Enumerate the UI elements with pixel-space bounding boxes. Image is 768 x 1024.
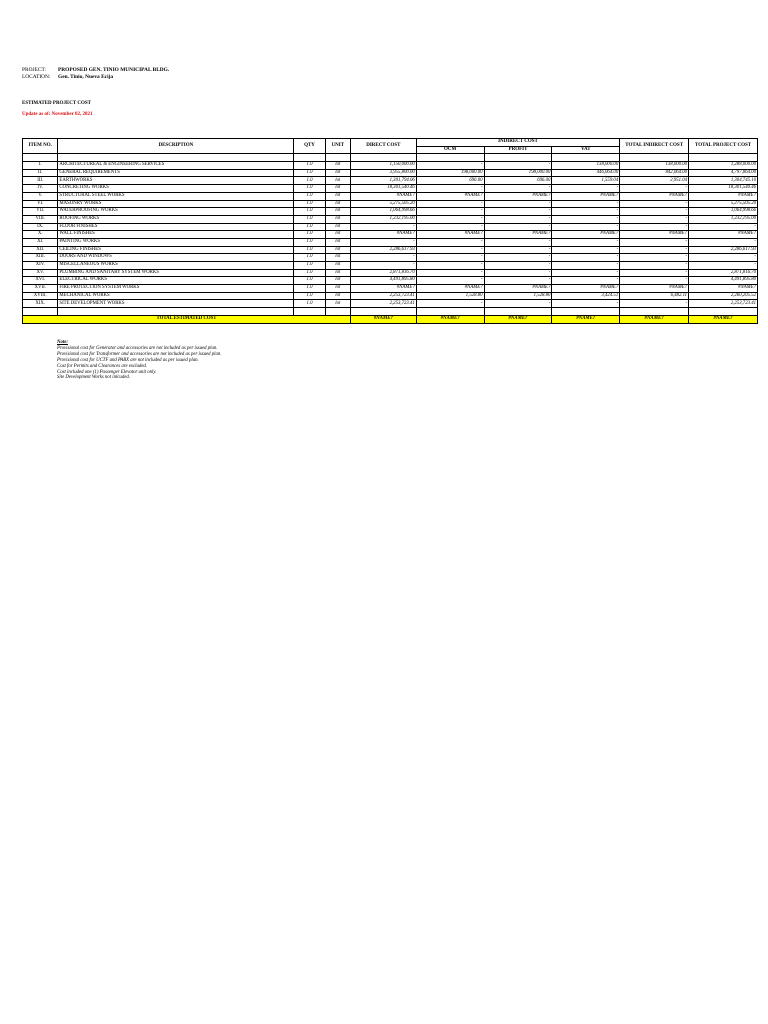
qty-cell: 1.0 xyxy=(294,169,325,177)
total-indirect-cell: - xyxy=(620,269,689,277)
table-row xyxy=(23,208,758,216)
total-ocm-cell: #NAME? xyxy=(416,315,484,323)
item-no-cell: IX. xyxy=(23,223,58,231)
description-cell: WATERPROOFING WORKS xyxy=(58,208,294,216)
ocm-cell: 198,000.00 xyxy=(416,169,484,177)
ocm-cell: - xyxy=(416,162,484,170)
update-date: Update as of: November 02, 2021 xyxy=(22,112,93,117)
direct-cost-cell: 2,253,723.41 xyxy=(350,292,416,300)
total-project-cell: 1,304,745.10 xyxy=(689,177,758,185)
direct-cost-cell: 18,301,540.46 xyxy=(350,185,416,193)
profit-cell: - xyxy=(484,269,552,277)
ocm-cell: - xyxy=(416,277,484,285)
empty-cell xyxy=(58,154,294,162)
empty-cell xyxy=(416,308,484,316)
item-no-cell: VIII. xyxy=(23,215,58,223)
profit-cell: - xyxy=(484,277,552,285)
table-row xyxy=(23,162,758,170)
empty-cell xyxy=(58,308,294,316)
project-name: PROPOSED GEN. TINIO MUNICIPAL BLDG. xyxy=(58,67,170,73)
unit-cell: lot xyxy=(325,223,350,231)
qty-cell: 1.0 xyxy=(294,277,325,285)
vat-cell: #NAME? xyxy=(552,192,620,200)
vat-cell: - xyxy=(552,200,620,208)
description-cell: PLUMBING AND SANITARY SYSTEM WORKS xyxy=(58,269,294,277)
description-cell: FIRE PROTECTION SYSTEM WORKS xyxy=(58,285,294,293)
description-cell: ROOFING WORKS xyxy=(58,215,294,223)
table-row xyxy=(23,285,758,293)
qty-cell: 1.0 xyxy=(294,246,325,254)
total-project-cell: 4,491,895.80 xyxy=(689,277,758,285)
total-indirect-cell: 2,951.04 xyxy=(620,177,689,185)
total-indirect-cell: - xyxy=(620,238,689,246)
item-no-cell: XIII. xyxy=(23,254,58,262)
direct-cost-cell: 1,232,195.00 xyxy=(350,215,416,223)
profit-cell: - xyxy=(484,208,552,216)
direct-cost-cell: - xyxy=(350,238,416,246)
qty-cell: 1.0 xyxy=(294,208,325,216)
qty-cell: 1.0 xyxy=(294,300,325,308)
unit-cell: lot xyxy=(325,162,350,170)
item-no-cell: XV. xyxy=(23,269,58,277)
empty-cell xyxy=(689,308,758,316)
item-no-cell: XIX. xyxy=(23,300,58,308)
total-label: TOTAL ESTIMATED COST xyxy=(23,315,351,323)
description-cell: CONCRETING WORKS xyxy=(58,185,294,193)
total-project-cell: 1,064,998.66 xyxy=(689,208,758,216)
empty-cell xyxy=(484,308,552,316)
qty-cell: 1.0 xyxy=(294,177,325,185)
ocm-cell: - xyxy=(416,185,484,193)
total-project-cell: 1,288,000.00 xyxy=(689,162,758,170)
description-cell: STRUCTURAL STEEL WORKS xyxy=(58,192,294,200)
unit-cell: lot xyxy=(325,262,350,270)
direct-cost-cell: #NAME? xyxy=(350,192,416,200)
table-row xyxy=(23,269,758,277)
qty-cell: 1.0 xyxy=(294,215,325,223)
vat-cell: - xyxy=(552,185,620,193)
total-profit-cell: #NAME? xyxy=(484,315,552,323)
blank-row xyxy=(23,308,758,316)
header-total-project: TOTAL PROJECT COST xyxy=(689,139,758,154)
location-label: LOCATION: xyxy=(22,74,51,80)
item-no-cell: XVI. xyxy=(23,277,58,285)
note-line: Provisional cost for UCTF and PABX are not included as per issued plan. xyxy=(57,357,199,363)
table-row xyxy=(23,277,758,285)
profit-cell: - xyxy=(484,300,552,308)
total-direct-cell: #NAME? xyxy=(350,315,416,323)
description-cell: ELECTRICAL WORKS xyxy=(58,277,294,285)
notes-title: Note: xyxy=(57,340,68,345)
profit-cell: - xyxy=(484,238,552,246)
item-no-cell: VII. xyxy=(23,208,58,216)
total-indirect-cell: - xyxy=(620,300,689,308)
total-indirect-cell: 6,482.11 xyxy=(620,292,689,300)
unit-cell: lot xyxy=(325,246,350,254)
item-no-cell: X. xyxy=(23,231,58,239)
table-row xyxy=(23,300,758,308)
unit-cell: lot xyxy=(325,215,350,223)
table-row xyxy=(23,192,758,200)
ocm-cell: 696.00 xyxy=(416,177,484,185)
ocm-cell: - xyxy=(416,215,484,223)
item-no-cell: I. xyxy=(23,162,58,170)
profit-cell: - xyxy=(484,223,552,231)
vat-cell: - xyxy=(552,215,620,223)
description-cell: PAINTING WORKS xyxy=(58,238,294,246)
profit-cell: - xyxy=(484,200,552,208)
qty-cell: 1.0 xyxy=(294,254,325,262)
total-indirect-cell: - xyxy=(620,254,689,262)
direct-cost-cell: 4,491,895.80 xyxy=(350,277,416,285)
qty-cell: 1.0 xyxy=(294,285,325,293)
profit-cell: - xyxy=(484,162,552,170)
empty-cell xyxy=(552,308,620,316)
total-project-cell: - xyxy=(689,262,758,270)
location-line xyxy=(22,74,113,81)
item-no-cell: IV. xyxy=(23,185,58,193)
empty-cell xyxy=(689,154,758,162)
profit-cell: #NAME? xyxy=(484,285,552,293)
description-cell: CEILING FINISHES xyxy=(58,246,294,254)
unit-cell: lot xyxy=(325,292,350,300)
unit-cell: lot xyxy=(325,200,350,208)
note-line: Cost for Permits and Clearances are excluded. xyxy=(57,363,148,369)
profit-cell: #NAME? xyxy=(484,192,552,200)
item-no-cell: XVIII. xyxy=(23,292,58,300)
description-cell: MASONRY WORKS xyxy=(58,200,294,208)
total-project-cell: 2,871,816.70 xyxy=(689,269,758,277)
table-row xyxy=(23,223,758,231)
item-no-cell: VI. xyxy=(23,200,58,208)
description-cell: MISCELLANEOUS WORKS xyxy=(58,262,294,270)
vat-cell: - xyxy=(552,246,620,254)
total-indirect-cell: #NAME? xyxy=(620,285,689,293)
header-ocm: OCM xyxy=(416,146,484,154)
total-indirect-cell: - xyxy=(620,262,689,270)
total-project-cell: 1,232,195.00 xyxy=(689,215,758,223)
vat-cell: #NAME? xyxy=(552,285,620,293)
vat-cell: - xyxy=(552,254,620,262)
empty-cell xyxy=(350,308,416,316)
location-value: Gen. Tinio, Nueva Ecija xyxy=(58,74,114,80)
note-line: Provisional cost for Generator and accessories are not included as per issued plan. xyxy=(57,345,218,351)
header-item-no: ITEM NO. xyxy=(23,139,58,154)
qty-cell: 1.0 xyxy=(294,292,325,300)
description-cell: GENERAL REQUIREMENTS xyxy=(58,169,294,177)
vat-cell: 446,064.00 xyxy=(552,169,620,177)
profit-cell: 696.00 xyxy=(484,177,552,185)
estimate-title: ESTIMATED PROJECT COST xyxy=(22,101,91,106)
ocm-cell: - xyxy=(416,262,484,270)
unit-cell: lot xyxy=(325,192,350,200)
description-cell: EARTHWORKS xyxy=(58,177,294,185)
item-no-cell: XVII. xyxy=(23,285,58,293)
empty-cell xyxy=(552,154,620,162)
unit-cell: lot xyxy=(325,254,350,262)
total-tindirect-cell: #NAME? xyxy=(620,315,689,323)
description-cell: ARCHITECTUREAL & ENGINEERING SERVICES xyxy=(58,162,294,170)
total-tproject-cell: #NAME? xyxy=(689,315,758,323)
table-row xyxy=(23,246,758,254)
total-row xyxy=(23,315,758,323)
ocm-cell: - xyxy=(416,208,484,216)
item-no-cell: XII. xyxy=(23,246,58,254)
total-indirect-cell: - xyxy=(620,277,689,285)
header-total-indirect: TOTAL INDIRECT COST xyxy=(620,139,689,154)
header-vat: VAT xyxy=(552,146,620,154)
direct-cost-cell: #NAME? xyxy=(350,285,416,293)
total-indirect-cell: - xyxy=(620,200,689,208)
ocm-cell: #NAME? xyxy=(416,231,484,239)
profit-cell: 198,000.00 xyxy=(484,169,552,177)
ocm-cell: #NAME? xyxy=(416,285,484,293)
vat-cell: - xyxy=(552,277,620,285)
table-row xyxy=(23,200,758,208)
item-no-cell: III. xyxy=(23,177,58,185)
ocm-cell: #NAME? xyxy=(416,192,484,200)
direct-cost-cell: 3,955,800.00 xyxy=(350,169,416,177)
direct-cost-cell: #NAME? xyxy=(350,231,416,239)
unit-cell: lot xyxy=(325,277,350,285)
total-project-cell: - xyxy=(689,238,758,246)
table-row xyxy=(23,254,758,262)
direct-cost-cell: - xyxy=(350,223,416,231)
vat-cell: 1,559.04 xyxy=(552,177,620,185)
empty-cell xyxy=(294,154,325,162)
total-indirect-cell: - xyxy=(620,246,689,254)
header-unit: UNIT xyxy=(325,139,350,154)
note-line: Site Development Works not inlcuded. xyxy=(57,375,130,381)
unit-cell: lot xyxy=(325,185,350,193)
qty-cell: 1.0 xyxy=(294,269,325,277)
item-no-cell: XIV. xyxy=(23,262,58,270)
vat-cell: - xyxy=(552,238,620,246)
description-cell: WALL FINISHES xyxy=(58,231,294,239)
total-project-cell: 2,253,723.41 xyxy=(689,300,758,308)
total-vat-cell: #NAME? xyxy=(552,315,620,323)
item-no-cell: II. xyxy=(23,169,58,177)
project-label: PROJECT: xyxy=(22,67,46,73)
description-cell: FLOOR FINISHES xyxy=(58,223,294,231)
header-direct-cost: DIRECT COST xyxy=(350,139,416,154)
total-indirect-cell: - xyxy=(620,223,689,231)
total-indirect-cell: - xyxy=(620,215,689,223)
table-row xyxy=(23,292,758,300)
unit-cell: lot xyxy=(325,231,350,239)
profit-cell: - xyxy=(484,215,552,223)
profit-cell: #NAME? xyxy=(484,231,552,239)
qty-cell: 1.0 xyxy=(294,223,325,231)
total-indirect-cell: #NAME? xyxy=(620,192,689,200)
direct-cost-cell: - xyxy=(350,262,416,270)
total-indirect-cell: 138,000.00 xyxy=(620,162,689,170)
notes-section xyxy=(57,340,221,381)
total-project-cell: 4,797,864.00 xyxy=(689,169,758,177)
total-project-cell: - xyxy=(689,254,758,262)
item-no-cell: V. xyxy=(23,192,58,200)
vat-cell: 138,000.00 xyxy=(552,162,620,170)
table-row xyxy=(23,262,758,270)
header-qty: QTY xyxy=(294,139,325,154)
ocm-cell: - xyxy=(416,223,484,231)
header-profit: PROFIT xyxy=(484,146,552,154)
direct-cost-cell: 2,253,723.41 xyxy=(350,300,416,308)
vat-cell: - xyxy=(552,223,620,231)
ocm-cell: - xyxy=(416,238,484,246)
direct-cost-cell: 1,301,794.06 xyxy=(350,177,416,185)
direct-cost-cell: 5,275,505.20 xyxy=(350,200,416,208)
total-project-cell: #NAME? xyxy=(689,231,758,239)
vat-cell: - xyxy=(552,269,620,277)
total-project-cell: 18,301,540.46 xyxy=(689,185,758,193)
ocm-cell: - xyxy=(416,246,484,254)
total-project-cell: #NAME? xyxy=(689,192,758,200)
unit-cell: lot xyxy=(325,177,350,185)
total-project-cell: 5,275,505.20 xyxy=(689,200,758,208)
description-cell: SITE DEVELOPMENT WORKS xyxy=(58,300,294,308)
empty-cell xyxy=(620,154,689,162)
direct-cost-cell: 2,871,816.70 xyxy=(350,269,416,277)
cost-table-body xyxy=(23,154,758,323)
total-project-cell: 2,260,205.52 xyxy=(689,292,758,300)
total-indirect-cell: 842,064.00 xyxy=(620,169,689,177)
cost-table xyxy=(22,138,758,324)
empty-cell xyxy=(23,308,58,316)
table-row xyxy=(23,231,758,239)
total-indirect-cell: - xyxy=(620,185,689,193)
qty-cell: 1.0 xyxy=(294,262,325,270)
qty-cell: 1.0 xyxy=(294,185,325,193)
empty-cell xyxy=(484,154,552,162)
profit-cell: - xyxy=(484,262,552,270)
empty-cell xyxy=(325,154,350,162)
profit-cell: - xyxy=(484,254,552,262)
direct-cost-cell: - xyxy=(350,254,416,262)
header-description: DESCRIPTION xyxy=(58,139,294,154)
direct-cost-cell: 1,150,000.00 xyxy=(350,162,416,170)
description-cell: DOORS AND WINDOWS xyxy=(58,254,294,262)
unit-cell: lot xyxy=(325,238,350,246)
unit-cell: lot xyxy=(325,208,350,216)
qty-cell: 1.0 xyxy=(294,200,325,208)
vat-cell: 3,424.51 xyxy=(552,292,620,300)
qty-cell: 1.0 xyxy=(294,238,325,246)
unit-cell: lot xyxy=(325,285,350,293)
vat-cell: - xyxy=(552,208,620,216)
total-indirect-cell: - xyxy=(620,208,689,216)
empty-cell xyxy=(620,308,689,316)
unit-cell: lot xyxy=(325,269,350,277)
empty-cell xyxy=(350,154,416,162)
blank-row xyxy=(23,154,758,162)
table-row xyxy=(23,215,758,223)
direct-cost-cell: 1,064,998.66 xyxy=(350,208,416,216)
item-no-cell: XI. xyxy=(23,238,58,246)
table-row xyxy=(23,185,758,193)
table-row xyxy=(23,177,758,185)
note-line: Provisional cost for Transformer and accessories are not included as per issued plan. xyxy=(57,351,222,357)
header-indirect-cost: INDIRECT COST xyxy=(416,139,619,147)
ocm-cell: - xyxy=(416,269,484,277)
table-row xyxy=(23,169,758,177)
note-line: Cost included one (1) Passenger Elevator unit only. xyxy=(57,369,157,375)
profit-cell: - xyxy=(484,246,552,254)
vat-cell: #NAME? xyxy=(552,231,620,239)
table-row xyxy=(23,238,758,246)
vat-cell: - xyxy=(552,300,620,308)
description-cell: MECHANICAL WORKS xyxy=(58,292,294,300)
total-project-cell: 2,286,617.93 xyxy=(689,246,758,254)
profit-cell: - xyxy=(484,185,552,193)
total-indirect-cell: #NAME? xyxy=(620,231,689,239)
total-project-cell: #NAME? xyxy=(689,285,758,293)
empty-cell xyxy=(23,154,58,162)
qty-cell: 1.0 xyxy=(294,162,325,170)
empty-cell xyxy=(325,308,350,316)
direct-cost-cell: 2,286,617.93 xyxy=(350,246,416,254)
vat-cell: - xyxy=(552,262,620,270)
total-project-cell: - xyxy=(689,223,758,231)
profit-cell: 1,528.80 xyxy=(484,292,552,300)
project-line xyxy=(22,67,169,74)
empty-cell xyxy=(416,154,484,162)
empty-cell xyxy=(294,308,325,316)
ocm-cell: - xyxy=(416,200,484,208)
unit-cell: lot xyxy=(325,169,350,177)
ocm-cell: - xyxy=(416,300,484,308)
ocm-cell: - xyxy=(416,254,484,262)
qty-cell: 1.0 xyxy=(294,231,325,239)
ocm-cell: 1,528.80 xyxy=(416,292,484,300)
qty-cell: 1.0 xyxy=(294,192,325,200)
unit-cell: lot xyxy=(325,300,350,308)
